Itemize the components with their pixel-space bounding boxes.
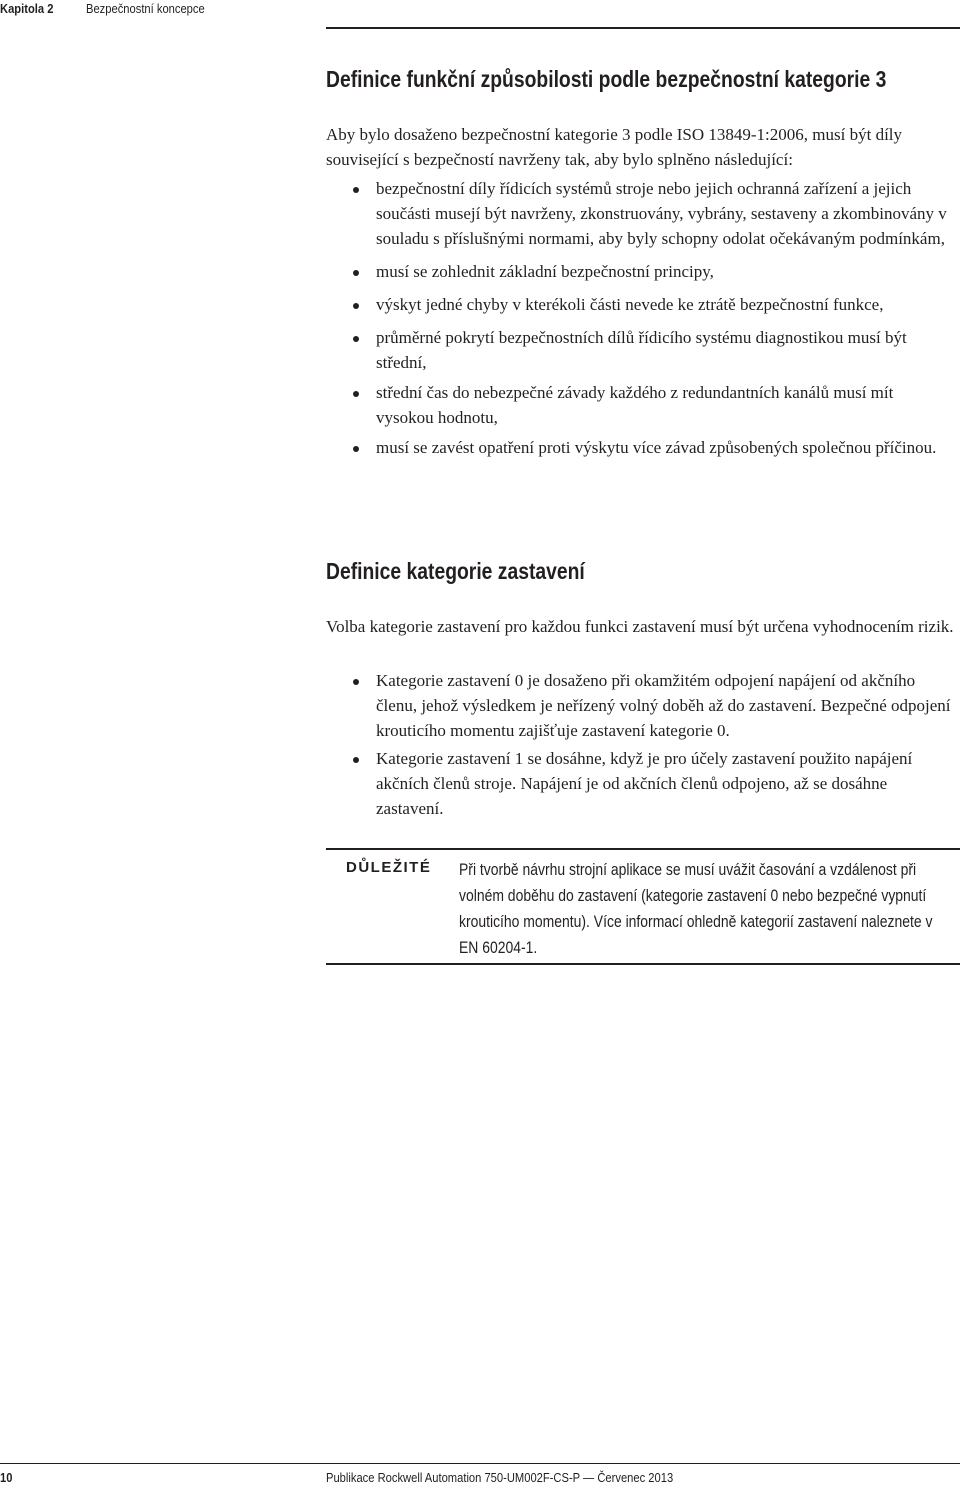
list-item [352,746,952,821]
chapter-title: Bezpečnostní koncepce [86,1,205,16]
important-label: DŮLEŽITÉ [346,859,432,876]
note-bottom-rule [326,963,960,965]
list-item-text: musí se zavést opatření proti výskytu více závad způsobených společnou příčinou. [376,438,937,457]
bullet-icon [353,270,359,276]
bullet-icon [353,336,359,342]
page-header [0,0,960,30]
list-item-text: střední čas do nebezpečné závady každého z redundantních kanálů musí mít vysokou hodnotu, [376,383,894,427]
section2-intro: Volba kategorie zastavení pro každou funkci zastavení musí být určena vyhodnocením rizik. [326,617,954,636]
bullet-icon [353,679,359,685]
list-item [352,292,952,317]
list-item [352,176,952,251]
list-item-text: průměrné pokrytí bezpečnostních dílů řídicího systému diagnostikou musí být střední, [376,328,907,372]
list-item-text: Kategorie zastavení 0 je dosaženo při okamžitém odpojení napájení od akčního členu, jehož výsledkem je neřízený volný doběh až do zastavení. Bezpečné odpojení krouticího momentu zajišťuje zastavení kategorie 0. [376,671,951,740]
note-top-rule [326,848,960,850]
list-item-text: musí se zohlednit základní bezpečnostní principy, [376,262,714,281]
list-item [352,380,952,430]
bullet-icon [353,757,359,763]
header-rule [326,27,960,29]
section2-heading: Definice kategorie zastavení [326,558,585,584]
important-note [326,848,960,965]
bullet-icon [353,391,359,397]
important-text: Při tvorbě návrhu strojní aplikace se musí uvážit časování a vzdálenost při volném doběhu do zastavení (kategorie zastavení 0 nebo bezpečné vypnutí krouticího momentu). Více informací ohledně kategorií zastavení naleznete v EN 60204-1. [459,860,933,957]
section1-heading: Definice funkční způsobilosti podle bezpečnostní kategorie 3 [326,66,887,92]
chapter-label: Kapitola 2 [0,1,54,16]
publication-info: Publikace Rockwell Automation 750-UM002F-CS-P — Červenec 2013 [326,1470,674,1485]
bullet-icon [353,187,359,193]
section2-bullet-list [352,668,952,821]
footer-rule [0,1463,960,1464]
list-item-text: bezpečnostní díly řídicích systémů stroje nebo jejich ochranná zařízení a jejich součásti musejí být navrženy, zkonstruovány, vybrány, sestaveny a zkombinovány v souladu s příslušnými normami, aby byly schopny odolat očekávaným podmínkám, [376,179,947,248]
list-item-text: výskyt jedné chyby v kterékoli části nevede ke ztrátě bezpečnostní funkce, [376,295,884,314]
page-number: 10 [0,1470,13,1485]
list-item [352,668,952,743]
list-item [352,325,952,375]
section1-bullet-list [352,176,952,460]
list-item [352,435,952,460]
bullet-icon [353,303,359,309]
list-item [352,259,952,284]
section1-intro: Aby bylo dosaženo bezpečnostní kategorie 3 podle ISO 13849-1:2006, musí být díly související s bezpečností navrženy tak, aby bylo splněno následující: [326,125,903,169]
bullet-icon [353,446,359,452]
list-item-text: Kategorie zastavení 1 se dosáhne, když je pro účely zastavení použito napájení akčních členů stroje. Napájení je od akčních členů odpojeno, až se dosáhne zastavení. [376,749,913,818]
